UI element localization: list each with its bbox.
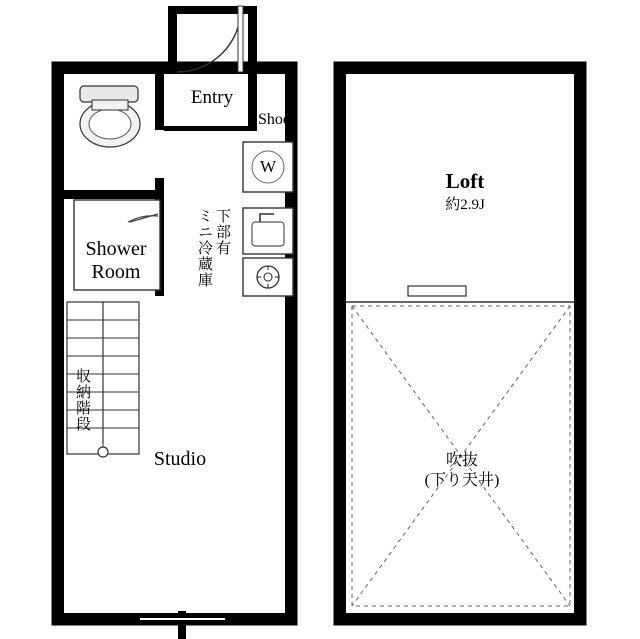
stove-cooktop (243, 258, 293, 296)
bottom-window (64, 611, 285, 639)
right-unit-walls (334, 62, 586, 625)
room-label-loft: Loft (445, 169, 485, 193)
kitchen-sink (243, 208, 293, 254)
shower-room-line1: Shower Room (85, 238, 147, 283)
room-label-shoe-box: Shoe. (258, 111, 294, 128)
label-storage-stairs: 収納階段 (74, 368, 90, 432)
toilet-fixture (80, 86, 140, 147)
room-label-loft-area: 約2.9J (445, 197, 485, 213)
room-label-shower-room (85, 238, 146, 284)
room-label-washer: W (259, 157, 277, 176)
label-lower-part-yes: 下部有 (214, 208, 230, 256)
room-label-studio: Studio (153, 448, 207, 470)
room-label-void: 吹抜 (下り天井) (424, 452, 500, 489)
room-label-entry: Entry (190, 87, 234, 108)
label-mini-fridge: ミニ冷蔵庫 (196, 208, 212, 288)
